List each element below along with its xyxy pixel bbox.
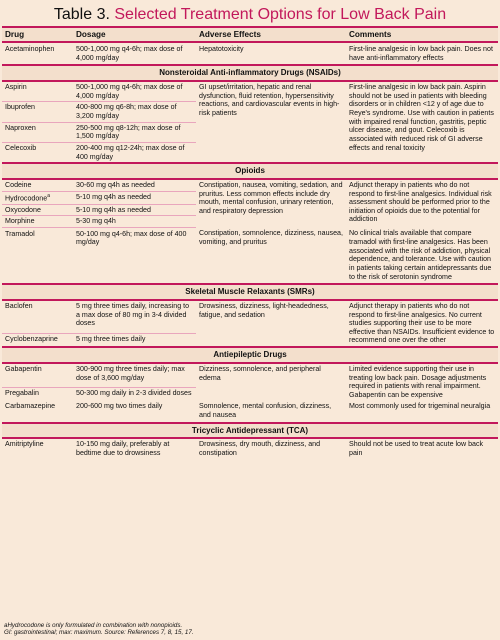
- adverse-effects: Constipation, somnolence, dizziness, nausea, vomiting, and pruritus: [199, 229, 343, 246]
- drug-name: Acetaminophen: [5, 45, 55, 53]
- footnote-marker: a: [47, 192, 50, 199]
- comments: No clinical trials available that compare tramadol with first-line analgesics. Has been associated with the risk of addiction, physical dependence, and tolerance. Use with caution in patients taking certain antidepressants due to the risk of serotonin syndrome: [349, 229, 492, 281]
- header-adverse: Adverse Effects: [196, 27, 346, 42]
- table-row: [2, 400, 498, 422]
- drug-name: Hydrocodone: [5, 193, 48, 202]
- title-prefix: Table 3.: [53, 6, 110, 23]
- drug-name: Carbamazepine: [5, 402, 56, 411]
- dosage: 200-600 mg two times daily: [76, 402, 163, 411]
- treatment-table: [2, 26, 498, 459]
- section-tca: Tricyclic Antidepressant (TCA): [2, 423, 498, 439]
- drug-name: Amitriptyline: [5, 440, 44, 449]
- title-main: Selected Treatment Options for Low Back Pain: [114, 6, 447, 23]
- table-footnotes: [4, 622, 494, 638]
- dosage: 500-1,000 mg q4-6h; max dose of 4,000 mg/day: [76, 45, 183, 62]
- comments: Adjunct therapy in patients who do not respond to first-line analgesics. Individual risk assessment should be performed prior to the initiation of opioids due to the potential for addiction: [349, 180, 492, 224]
- adverse-effects: Hepatotoxicity: [199, 45, 244, 53]
- comments: First-line analgesic in low back pain. Does not have anti-inflammatory effects: [349, 45, 493, 62]
- drug-name: Tramadol: [5, 229, 35, 238]
- adverse-effects: GI upset/irritation, hepatic and renal dysfunction, fluid retention, hypersensitivity reactions, and cardiovascular events in high-risk patients: [199, 83, 340, 117]
- table-row: [2, 300, 498, 333]
- dosage: 50-300 mg daily in 2-3 divided doses: [76, 388, 192, 397]
- header-row: [2, 27, 498, 42]
- dosage: 5 mg three times daily, increasing to a max dose of 80 mg in 3-4 divided doses: [73, 300, 196, 333]
- drug-name-cell: [2, 191, 73, 204]
- adverse-effects: Somnolence, mental confusion, dizziness, and nausea: [199, 402, 332, 420]
- drug-name: Ibuprofen: [2, 102, 73, 122]
- dosage: 300-900 mg three times daily; max dose of 3,600 mg/day: [73, 363, 196, 387]
- table-row: [2, 42, 498, 65]
- header-dosage: Dosage: [73, 27, 196, 42]
- header-drug: Drug: [2, 27, 73, 42]
- footnote: GI: gastrointestinal; max: maximum. Source: References 7, 8, 15, 17.: [4, 629, 194, 637]
- drug-name: Celecoxib: [5, 143, 37, 152]
- section-opioids: Opioids: [2, 163, 498, 179]
- drug-name: Cyclobenzaprine: [5, 334, 58, 343]
- dosage: 30-60 mg q4h as needed: [73, 179, 196, 191]
- drug-name: Aspirin: [2, 81, 73, 102]
- dosage: 5 mg three times daily: [76, 334, 146, 343]
- dosage: 250-500 mg q8-12h; max dose of 1,500 mg/day: [73, 122, 196, 142]
- comments: Adjunct therapy in patients who do not respond to first-line analgesics. No current studies supporting their use to be more effective than NSAIDs. Insufficient evidence to recommend one over the other: [349, 301, 495, 345]
- drug-name: Morphine: [2, 216, 73, 228]
- table-row: [2, 438, 498, 458]
- dosage: 10-150 mg daily, preferably at bedtime due to drowsiness: [76, 440, 170, 458]
- section-nsaids: Nonsteroidal Anti-inflammatory Drugs (NSAIDs): [2, 65, 498, 81]
- drug-name: Baclofen: [2, 300, 73, 333]
- footnote: aHydrocodone is only formulated in combination with nonopioids.: [4, 621, 183, 629]
- adverse-effects: Drowsiness, dry mouth, dizziness, and constipation: [199, 440, 321, 458]
- section-header: [2, 347, 498, 363]
- comments: Should not be used to treat acute low back pain: [349, 440, 484, 458]
- dosage: 5-30 mg q4h: [73, 216, 196, 228]
- dosage: 400-800 mg q6-8h; max dose of 3,200 mg/day: [73, 102, 196, 122]
- section-header: [2, 284, 498, 300]
- adverse-effects: Drowsiness, dizziness, light-headedness, fatigue, and sedation: [199, 301, 329, 319]
- section-aed: Antiepileptic Drugs: [2, 347, 498, 363]
- comments: Most commonly used for trigeminal neuralgia: [349, 402, 491, 411]
- header-comments: Comments: [346, 27, 498, 42]
- adverse-effects: Constipation, nausea, vomiting, sedation, and pruritus. Less common effects include dry mouth, mental confusion, urinary retention, and respiratory depression: [199, 180, 343, 215]
- drug-name: Gabapentin: [2, 363, 73, 387]
- drug-name: Naproxen: [2, 122, 73, 142]
- section-header: [2, 163, 498, 179]
- table-row: [2, 81, 498, 102]
- table-title: [0, 0, 500, 26]
- comments: Limited evidence supporting their use in treating low back pain. Dosage adjustments required in patients with renal impairment. Gabapentin can be expensive: [349, 364, 487, 399]
- dosage: 200-400 mg q12-24h; max dose of 400 mg/day: [76, 143, 185, 161]
- drug-name: Codeine: [2, 179, 73, 191]
- table-row: [2, 227, 498, 284]
- adverse-effects: Dizziness, somnolence, and peripheral edema: [199, 364, 321, 382]
- table-row: [2, 363, 498, 387]
- dosage: 5-10 mg q4h as needed: [73, 191, 196, 204]
- section-header: [2, 65, 498, 81]
- drug-name: Oxycodone: [2, 204, 73, 216]
- dosage: 500-1,000 mg q4-6h; max dose of 4,000 mg/day: [73, 81, 196, 102]
- comments: First-line analgesic in low back pain. Aspirin should not be used in patients with bleeding disorders or in children <12 y of age due to Reye's syndrome. Use with caution in patients with impaired renal function, gastritis, peptic ulcer disease, and gout. Celecoxib is associated with reduced risk of GI adverse effects and renal toxicity: [349, 83, 494, 152]
- section-header: [2, 423, 498, 439]
- section-smr: Skeletal Muscle Relaxants (SMRs): [2, 284, 498, 300]
- table-row: [2, 179, 498, 191]
- dosage: 5-10 mg q4h as needed: [73, 204, 196, 216]
- drug-name: Pregabalin: [5, 388, 39, 397]
- dosage: 50-100 mg q4-6h; max dose of 400 mg/day: [76, 229, 187, 247]
